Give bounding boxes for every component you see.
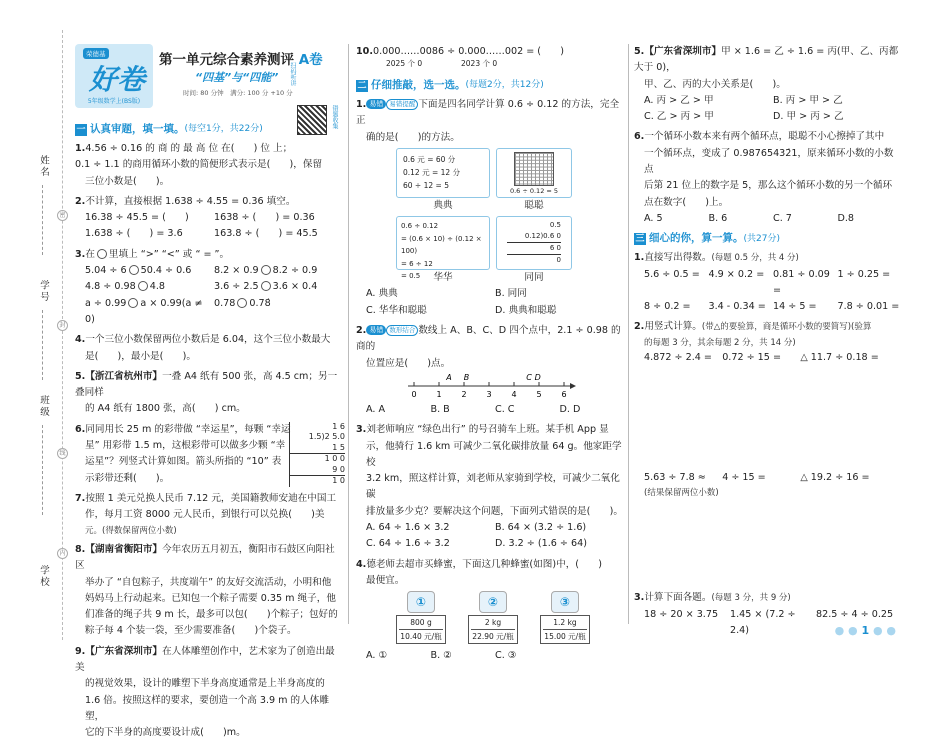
point-label: C [526, 372, 532, 382]
column-divider [348, 44, 349, 624]
answer-circle[interactable] [261, 281, 271, 291]
option-a[interactable]: A. 64 ÷ 1.6 × 3.2 [366, 522, 450, 534]
zeros-count-label-2: 2023 个 0 [461, 59, 498, 68]
question-9: 9.【广东省深圳市】在人体雕塑创作中，艺术家为了创造出最美 的视觉效果，设计的雕塑下半身高度通常是上半身高度的 1.6 倍。按照这样的要求，要创造一个高 3.9 m 的人体雕塑， 它的下半身的高度要设计成( )m。 [75, 645, 335, 739]
answer-circle[interactable] [237, 298, 247, 308]
question-4: 4.一个三位小数保留两位小数后是 6.04，这个三位小数最大 是( )，最小是( )。 [75, 334, 331, 362]
option-b[interactable]: B. 同同 [495, 288, 527, 300]
option-b[interactable]: B. B [430, 403, 450, 415]
option-d[interactable]: D. 3.2 ÷ (1.6 ÷ 64) [495, 538, 587, 550]
option-a[interactable]: A. 典典 [366, 288, 398, 300]
seal-char-4: 内 [57, 548, 68, 559]
option-a[interactable]: A. A [366, 403, 386, 415]
seal-char-1: 密 [57, 210, 68, 221]
option-a[interactable]: A. 丙 > 乙 > 甲 [644, 94, 714, 106]
method-name-congcong: 聪聪 [524, 199, 544, 211]
mc-question-2: 2. 易错 数形结合 数线上 A、B、C、D 四个点中，2.1 ÷ 0.98 的商的 位置应是( )点。 0 1 2 3 4 5 6 A B C D A. A B. B C. C D. D [356, 323, 624, 418]
long-division-figure: 1 6 1.5)2 5.0 1 5 1 0 0 9 0 1 0 [289, 422, 345, 487]
mc-question-1: 1. 易错 易错提醒 下面是四名同学计算 0.6 ÷ 0.12 的方法，完全正 确的是( )的方法。 0.6 元 = 60 分 0.12 元 = 12 分 60 ÷ 12 = 5 典典 0.6 ÷ 0.12 = 5 聪聪 0.6 ÷ 0.12 = (0.6 × 10) ÷ (0.12 × 100) = 6 ÷ 12 = 0.5 华华 0.5 0.12)0.6 0 6 0 0 同同 A. 典典 B. 同同 C. 华华和聪聪 D. 典典和聪聪 [356, 97, 624, 319]
answer-circle[interactable] [261, 265, 271, 275]
name-label: 姓名 [38, 155, 49, 178]
answer-circle[interactable] [138, 281, 148, 291]
page-number: ● ● 1 ● ● [834, 624, 896, 637]
option-c[interactable]: C. C [495, 403, 515, 415]
time-score-meta: 时间: 80 分钟 满分: 100 分 +10 分 [183, 89, 293, 97]
honey-jar-1: ① 800 g 10.40 元/瓶 [396, 591, 446, 644]
student-id-label: 学号 [38, 280, 49, 303]
question-2: 2.不计算，直接根据 1.638 ÷ 4.55 = 0.36 填空。 16.38 ÷ 45.5 = ( ) 1638 ÷ ( ) = 0.36 1.638 ÷ ( ) = 3.6 163.8 ÷ ( ) = 45.5 [75, 195, 318, 240]
point-label: B [463, 372, 470, 382]
question-5: 5.【浙江省杭州市】一叠 A4 纸有 500 张，高 4.5 cm；另一叠同样 的 A4 纸有 1800 张，高( ) cm。 [75, 370, 338, 415]
honey-jars [356, 591, 624, 644]
class-line [42, 425, 43, 515]
column-divider [628, 44, 629, 624]
option-d[interactable]: D. 甲 > 丙 > 乙 [773, 111, 844, 123]
option-d[interactable]: D. 典典和聪聪 [495, 304, 557, 316]
number-line [356, 372, 616, 402]
method-box-diandian: 0.6 元 = 60 分 0.12 元 = 12 分 60 ÷ 12 = 5 [396, 148, 490, 198]
calc-question-1: 1.直接写出得数。(每题 0.5 分，共 4 分) 5.6 ÷ 0.5 = 4.9 × 0.2 = 0.81 ÷ 0.09 = 1 ÷ 0.25 = 8 ÷ 0.2 = 3.4 - 0.34 = 14 ÷ 5 = 7.8 ÷ 0.01 = [634, 252, 900, 313]
name-line [42, 185, 43, 255]
right-column [634, 44, 902, 643]
qr-left-caption: 扫码听讲 [289, 62, 296, 86]
compare-circle-icon [97, 249, 107, 259]
tick-label: 0 [411, 389, 417, 399]
brand-logo-text: 好卷 [89, 63, 146, 96]
method-name-tongtong: 同同 [524, 272, 544, 284]
qr-right-caption: 错题收集 [331, 105, 338, 129]
answer-circle[interactable] [128, 298, 138, 308]
mc-question-3: 3.刘老师响应 “绿色出行” 的号召骑车上班。某手机 App 显 示，他骑行 1.6 km 可减少二氧化碳排放量 64 g。他家距学校 3.2 km，照这样计算，刘老师从家骑到学校，可减少二氧化碳 排放量多少克？要解决这个问题，下面列式错误的是( )。 A. 64 ÷ 1.6 × 3.2 B. 64 × (3.2 ÷ 1.6) C. 64 ÷ 1.6 ÷ 3.2 D. 3.2 ÷ (1.6 ÷ 64) [356, 422, 624, 552]
question-1: 1.4.56 ÷ 0.16 的 商 的 最 高 位 在( ) 位 上； 0.1 ÷ 1.1 的商用循环小数的简便形式表示是( )，保留 三位小数是( )。 [75, 143, 323, 187]
honey-jar-2: ② 2 kg 22.90 元/瓶 [468, 591, 518, 644]
option-c[interactable]: C. ③ [495, 650, 517, 662]
calc-question-3: 3.计算下面各题。(每题 3 分，共 9 分) 18 ÷ 20 × 3.75 1.45 × (7.2 ÷ 2.4) 82.5 ÷ 4 ÷ 0.25 [634, 592, 894, 637]
answer-circle[interactable] [129, 265, 139, 275]
option-c[interactable]: C. 7 [773, 212, 792, 224]
zeros-count-label-1: 2025 个 0 [386, 59, 423, 68]
seal-char-3: 线 [57, 448, 68, 459]
option-d[interactable]: D.8 [837, 212, 855, 224]
seal-char-2: 封 [57, 320, 68, 331]
option-b[interactable]: B. 6 [708, 212, 728, 224]
tick-label: 6 [561, 389, 567, 399]
option-c[interactable]: C. 64 ÷ 1.6 ÷ 3.2 [366, 538, 450, 550]
question-10: 10.0.000……0086 ÷ 0.000……002 = ( ) 2025 个 0 2023 个 0 [356, 44, 624, 74]
method-box-congcong-grid: 0.6 ÷ 0.12 = 5 [496, 148, 572, 198]
question-7: 7.按照 1 美元兑换人民币 7.12 元，美国籍教师安迪在中国工 作，每月工资 8000 元人民币，到银行可以兑换( )美 元。(得数保留两位小数) [75, 492, 337, 536]
page-title: 第一单元综合素养测评 A卷 [159, 52, 323, 68]
tick-label: 5 [536, 389, 542, 399]
option-a[interactable]: A. 5 [644, 212, 663, 224]
class-label: 班级 [38, 395, 49, 418]
brand-badge: 荣德基 [83, 48, 109, 59]
tick-label: 2 [461, 389, 467, 399]
question-3: 3.在 里填上 “>” “<” 或 “ = ”。 5.04 ÷ 6 50.4 ÷ 0.6 8.2 × 0.9 8.2 ÷ 0.9 4.8 ÷ 0.98 4.8 3.6 ÷ 2.5 3.6 × 0.4 a ÷ 0.99 a × 0.99(a ≠ 0) 0.78 0.78̇ [75, 248, 318, 325]
section-3-heading: 三 细心的你，算一算。 (共27分) [635, 232, 780, 245]
tick-label: 1 [436, 389, 442, 399]
option-d[interactable]: D. D [559, 403, 581, 415]
binding-strip [0, 0, 68, 672]
page-subtitle: “四基”与“四能” [195, 71, 279, 84]
option-c[interactable]: C. 华华和聪聪 [366, 304, 427, 316]
method-name-huahua: 华华 [433, 272, 453, 284]
method-box-huahua: 0.6 ÷ 0.12 = (0.6 × 10) ÷ (0.12 × 100) = 6 ÷ 12 = 0.5 [396, 216, 490, 270]
middle-column [356, 44, 624, 669]
mc-question-5: 5.【广东省深圳市】甲 × 1.6 = 乙 ÷ 1.6 = 丙(甲、乙、丙都大于 0)， 甲、乙、丙的大小关系是( )。 A. 丙 > 乙 > 甲 B. 丙 > 甲 > 乙 C. 乙 > 丙 > 甲 D. 甲 > 丙 > 乙 [634, 44, 902, 125]
calc-question-2: 2.用竖式计算。(带△的要验算，商是循环小数的要简写)(验算 的每题 3 分，其余每题 2 分，共 14 分) 4.872 ÷ 2.4 = 0.72 ÷ 15 = △ 11.7 ÷ 0.18 = 5.63 ÷ 7.8 ≈ 4 ÷ 15 = △ 19.2 ÷ 16 = (结果保留两位小数) [634, 321, 879, 499]
point-label: A [446, 372, 452, 382]
section-1-heading: 一 认真审题，填一填。 (每空1分，共22分) [76, 123, 263, 136]
grade-label: 5年级数学上(BS版) [87, 98, 141, 105]
tick-label: 4 [511, 389, 517, 399]
question-6: 6.同同用长 25 m 的彩带做 “幸运星”，每颗 “幸运 星” 用彩带 1.5 m，这根彩带可以做多少颗 “幸 运星”？列竖式计算如图。箭头所指的 “10” 表 示彩带还剩( )。 1 6 1.5)2 5.0 1 5 1 0 0 9 0 1 0 [75, 421, 345, 486]
school-label: 学校 [38, 565, 49, 588]
mc-question-4: 4.德老师去超市买蜂蜜，下面这几种蜂蜜(如图)中，( ) 最便宜。 ① 800 g 10.40 元/瓶 ② 2 kg 22.90 元/瓶 ③ 1.2 kg 15.00 元/瓶 A. ① B. ② C. ③ [356, 557, 624, 665]
option-b[interactable]: B. 64 × (3.2 ÷ 1.6) [495, 522, 587, 534]
honey-jar-3: ③ 1.2 kg 15.00 元/瓶 [540, 591, 590, 644]
method-box-tongtong: 0.5 0.12)0.6 0 6 0 0 [496, 216, 572, 270]
tick-label: 3 [486, 389, 492, 399]
id-line [42, 310, 43, 380]
left-column [75, 118, 343, 746]
option-c[interactable]: C. 乙 > 丙 > 甲 [644, 111, 714, 123]
option-b[interactable]: B. 丙 > 甲 > 乙 [773, 94, 843, 106]
mc-question-6: 6.一个循环小数本来有两个循环点，聪聪不小心擦掉了其中 一个循环点，变成了 0.98765432̇1，原来循环小数的小数点 后第 21 位上的数字是 5，那么这个循环小数的另一个循环 点在数字( )上。 A. 5 B. 6 C. 7 D.8 [634, 129, 902, 227]
title-suffix: A卷 [298, 52, 323, 68]
section-2-heading: 二 仔细推敲，选一选。 (每题2分，共12分) [357, 79, 544, 92]
point-label: D [534, 372, 541, 382]
brand-logo [75, 44, 153, 108]
option-b[interactable]: B. ② [430, 650, 452, 662]
method-name-diandian: 典典 [433, 199, 453, 211]
option-a[interactable]: A. ① [366, 650, 388, 662]
question-8: 8.【湖南省衡阳市】今年农历五月初五，衡阳市石鼓区向阳社区 举办了 “自包粽子，共度端午” 的友好交流活动，小明和他 妈妈马上行动起来。已知包一个粽子需要 0.35 m 绳子，他 们准备的绳子共 9 m 长，最多可以包( )个粽子；包好的 粽子每 4 个装一袋，至少需要准备( )个袋子。 [75, 543, 338, 637]
